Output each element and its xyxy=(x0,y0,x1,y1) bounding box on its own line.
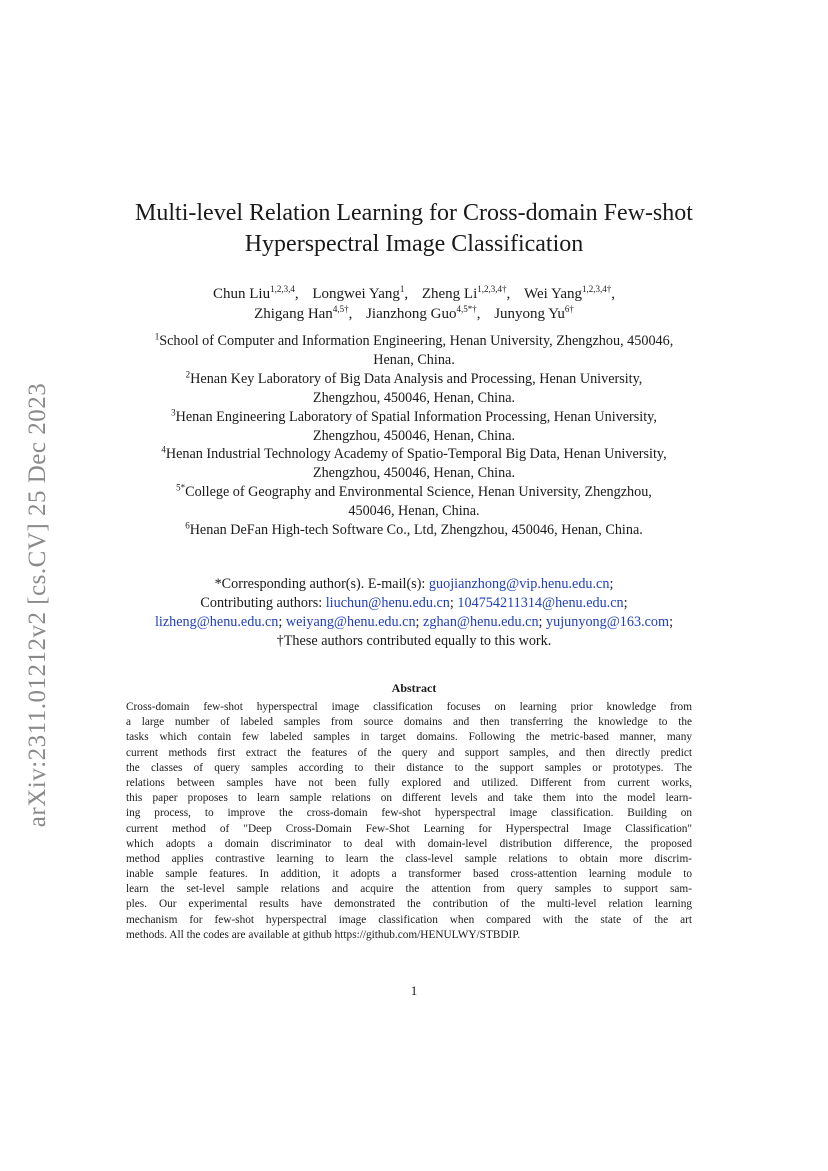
email-link[interactable]: zghan@henu.edu.cn xyxy=(423,614,539,630)
author-list xyxy=(0,284,828,324)
affiliation-continued: Zhengzhou, 450046, Henan, China. xyxy=(312,427,516,444)
author: Wei Yang$^{1,2,3,4\dagger}$, xyxy=(524,284,615,302)
page-number: 1 xyxy=(410,983,418,998)
abstract-line: current method of "Deep Cross-Domain Few-Shot Learning for Hyperspectral Image Classification" xyxy=(126,822,692,835)
abstract-line: method applies contrastive learning to learn the class-level sample relations to obtain more discrim- xyxy=(126,852,692,865)
abstract-line: a large number of labeled samples from source domains and then transferring the knowledge to the xyxy=(126,716,692,729)
corresponding-author-line: *Corresponding author(s). E-mail(s): guojianzhong@vip.henu.edu.cn; xyxy=(214,576,614,592)
affiliation-list xyxy=(110,332,718,540)
abstract-line: learn the set-level sample relations and acquire the attention from query samples to support sam- xyxy=(126,883,692,896)
email-link[interactable]: weiyang@henu.edu.cn xyxy=(285,614,416,630)
author: Jianzhong Guo$^{4,5*\dagger}$, xyxy=(366,304,481,322)
abstract-line: methods. All the codes are available at github https://github.com/HENULWY/STBDIP. xyxy=(126,928,521,941)
abstract-line: current methods first extract the features of the query and support samples, and then directly predict xyxy=(126,746,692,759)
abstract-line: inable sample features. In addition, it adopts a transformer based cross-attention learning module to xyxy=(126,868,692,881)
contact-block xyxy=(0,575,828,651)
email-link[interactable]: 104754211314@henu.edu.cn xyxy=(457,595,624,611)
title-line-1: Multi-level Relation Learning for Cross-domain Few-shot xyxy=(135,200,693,226)
affiliation: $^{5*}$College of Geography and Environmental Science, Henan University, Zhengzhou, xyxy=(176,482,652,501)
title-line-2: Hyperspectral Image Classification xyxy=(244,231,584,257)
abstract-line: ples. Our experimental results have demonstrated the contribution of the multi-level relation learning xyxy=(126,898,692,911)
affiliation: $^2$Henan Key Laboratory of Big Data Analysis and Processing, Henan University, xyxy=(185,369,643,387)
arxiv-identifier: arXiv:2311.01212v2 [cs.CV] 25 Dec 2023 xyxy=(24,382,51,828)
affiliation: $^4$Henan Industrial Technology Academy of Spatio-Temporal Big Data, Henan University, xyxy=(161,444,667,463)
email-link[interactable]: yujunyong@163.com xyxy=(546,614,670,630)
author: Longwei Yang$^1$, xyxy=(312,284,409,302)
author: Chun Liu$^{1,2,3,4}$, xyxy=(213,284,299,302)
author: Junyong $Yu^{6\dagger}$ xyxy=(494,304,574,322)
author-line-1 xyxy=(0,284,828,304)
abstract-line: tasks which contain few labeled samples in target domains. Following the metric-based manner, many xyxy=(126,731,692,744)
contributing-emails-line: lizheng@henu.edu.cn; weiyang@henu.edu.cn; zghan@henu.edu.cn; yujunyong@163.com; xyxy=(154,614,674,630)
author: Zhigang Han$^{4,5\dagger}$, xyxy=(254,304,353,322)
contributing-authors-line: Contributing authors: liuchun@henu.edu.cn; 104754211314@henu.edu.cn; xyxy=(200,595,628,611)
author-line-2 xyxy=(0,304,828,324)
abstract-line: ing process, to improve the cross-domain few-shot hyperspectral image classification. Building on xyxy=(126,807,692,820)
affiliation-continued: Zhengzhou, 450046, Henan, China. xyxy=(312,389,516,406)
abstract-body xyxy=(126,700,692,943)
affiliation-continued: Zhengzhou, 450046, Henan, China. xyxy=(312,465,516,482)
affiliation: $^3$Henan Engineering Laboratory of Spatial Information Processing, Henan University, xyxy=(171,406,657,425)
abstract-line: this paper proposes to learn sample relations on different levels and take them into the model learn- xyxy=(126,792,692,805)
corresponding-email-link[interactable]: guojianzhong@vip.henu.edu.cn xyxy=(428,576,610,592)
affiliation-continued: 450046, Henan, China. xyxy=(348,503,480,520)
abstract-heading: Abstract xyxy=(391,681,437,695)
author: Zheng $Li^{1,2,3,4\dagger}$, xyxy=(421,284,511,302)
paper-title xyxy=(0,198,828,260)
abstract-line: which adopts a domain discriminator to deal with domain-level distribution difference, the proposed xyxy=(126,837,692,850)
abstract-line: relations between samples have not been fully explored and utilized. Different from current works, xyxy=(126,776,692,789)
equal-contribution-note: †These authors contributed equally to this work. xyxy=(276,633,552,649)
email-link[interactable]: liuchun@henu.edu.cn xyxy=(325,595,450,611)
abstract-line: mechanism for few-shot hyperspectral image classification when compared with the state of the art xyxy=(126,913,692,926)
affiliation: $^1$School of Computer and Information Engineering, Henan University, Zhengzhou, 450046, xyxy=(154,331,674,349)
abstract-line: the classes of query samples according to their distance to the support samples or prototypes. The xyxy=(126,761,692,774)
affiliation: $^6$Henan DeFan High-tech Software Co., Ltd, Zhengzhou, 450046, Henan, China. xyxy=(185,520,643,539)
abstract-line: Cross-domain few-shot hyperspectral image classification focuses on learning prior knowledge from xyxy=(126,701,692,713)
affiliation-continued: Henan, China. xyxy=(373,351,455,368)
email-link[interactable]: lizheng@henu.edu.cn xyxy=(154,614,279,630)
